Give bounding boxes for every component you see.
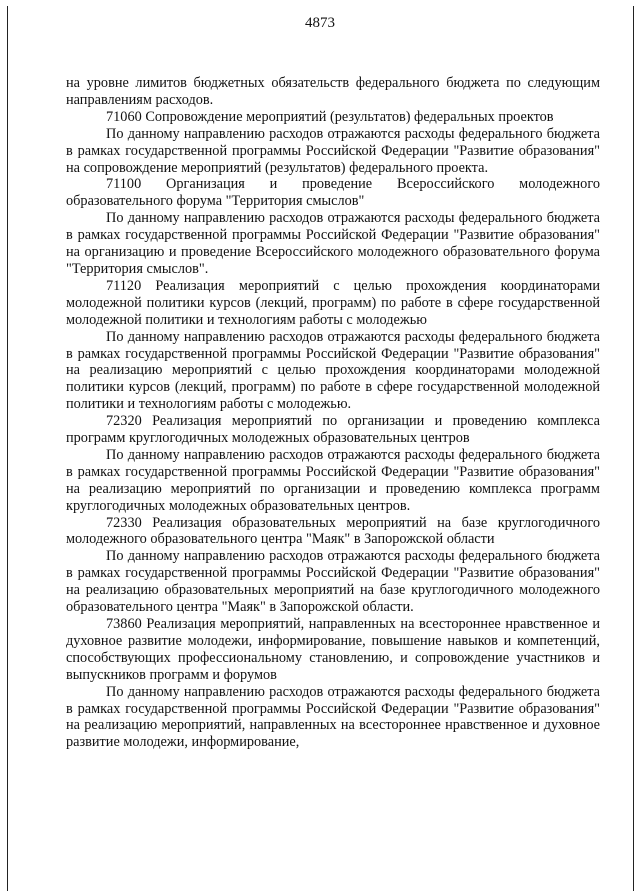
paragraph-body-73860: По данному направлению расходов отражаются расходы федерального бюджета в рамках государственной программы Российской Федерации "Развитие образования" на реализацию мероприятий, направленных на всестороннее нравственное и духовное развитие молодежи, информирование, <box>66 683 600 751</box>
paragraph-body-71100: По данному направлению расходов отражаются расходы федерального бюджета в рамках государственной программы Российской Федерации "Развитие образования" на организацию и проведение Всероссийского молодежного образовательного форума "Территория смыслов". <box>66 210 600 277</box>
paragraph-body-72330: По данному направлению расходов отражаются расходы федерального бюджета в рамках государственной программы Российской Федерации "Развитие образования" на реализацию образовательных мероприятий на базе круглогодичного молодежного образовательного центра "Маяк" в Запорожской области. <box>66 548 600 616</box>
paragraph-body-72320: По данному направлению расходов отражаются расходы федерального бюджета в рамках государственной программы Российской Федерации "Развитие образования" на реализацию мероприятий по организации и проведению комплекса программ круглогодичных молодежных образовательных центров. <box>66 446 600 514</box>
paragraph-heading-71120: 71120 Реализация мероприятий с целью прохождения координаторами молодежной политики курсов (лекций, программ) по работе в сфере государственной молодежной политики и технологиям работы с молодежью <box>66 277 600 328</box>
paragraph-heading-72330: 72330 Реализация образовательных мероприятий на базе круглогодичного молодежного образовательного центра "Маяк" в Запорожской области <box>66 514 600 548</box>
paragraph-heading-71100: 71100 Организация и проведение Всероссийского молодежного образовательного форума "Территория смыслов" <box>66 176 600 210</box>
paragraph-heading-71060: 71060 Сопровождение мероприятий (результатов) федеральных проектов <box>106 108 554 125</box>
scan-border-right <box>633 6 634 891</box>
paragraph-heading-72320: 72320 Реализация мероприятий по организации и проведению комплекса программ круглогодичных молодежных образовательных центров <box>66 413 600 447</box>
page-number: 4873 <box>305 15 335 31</box>
paragraph-intro-continuation: на уровне лимитов бюджетных обязательств федерального бюджета по следующим направлениям расходов. <box>66 75 600 108</box>
paragraph-body-71060: По данному направлению расходов отражаются расходы федерального бюджета в рамках государственной программы Российской Федерации "Развитие образования" на сопровождение мероприятий (результатов) федерального проекта. <box>66 125 600 176</box>
paragraph-heading-73860: 73860 Реализация мероприятий, направленных на всестороннее нравственное и духовное развитие молодежи, информирование, повышение навыков и компетенций, способствующих профессиональному становлению, и сопровождение участников и выпускников программ и форумов <box>66 616 600 683</box>
document-body <box>66 75 600 751</box>
paragraph-body-71120: По данному направлению расходов отражаются расходы федерального бюджета в рамках государственной программы Российской Федерации "Развитие образования" на реализацию мероприятий с целью прохождения координаторами молодежной политики курсов (лекций, программ) по работе в сфере государственной молодежной политики и технологиям работы с молодежью. <box>66 328 600 413</box>
scan-border-left <box>7 6 8 891</box>
